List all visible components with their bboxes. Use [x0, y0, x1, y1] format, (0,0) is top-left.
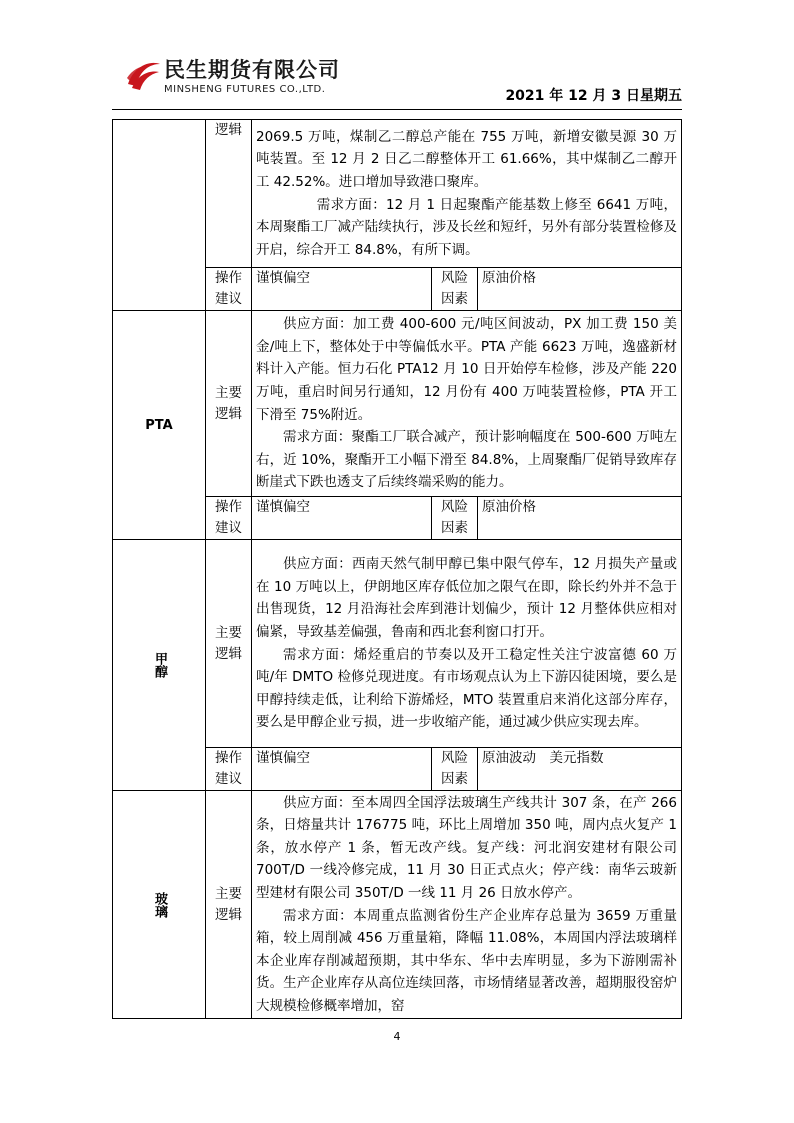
category-cell: PTA [113, 311, 206, 540]
category-cell [113, 120, 206, 311]
paragraph: 需求方面：烯烃重启的节奏以及开工稳定性关注宁波富德 60 万吨/年 DMTO 检修兑现进度。有市场观点认为上下游囚徒困境，要么是甲醇持续走低，让利给下游烯烃，MTO 装置重启来消化这部分库存，要么是甲醇企业亏损，进一步收缩产能，通过减少供应实现去库。 [256, 646, 677, 731]
logic-text [252, 791, 682, 1019]
table-row [113, 120, 682, 268]
risk-label: 风险因素 [432, 748, 478, 791]
swoosh-logo-icon [126, 58, 162, 92]
commodity-analysis-table [112, 119, 682, 1019]
company-name-en: MINSHENG FUTURES CO.,LTD. [164, 84, 326, 95]
page-number: 4 [393, 1030, 401, 1043]
report-date: 2021 年 12 月 3 日星期五 [505, 88, 682, 104]
paragraph: 2069.5 万吨，煤制乙二醇总产能在 755 万吨，新增安徽昊源 30 万吨装置。至 12 月 2 日乙二醇整体开工 61.66%，其中煤制乙二醇开工 42.52%。进口增加导致港口聚库。 [256, 128, 677, 190]
logic-text [252, 311, 682, 497]
table-row [113, 791, 682, 1019]
logic-text [252, 120, 682, 268]
company-logo [126, 54, 371, 104]
sub-label: 主要逻辑 [206, 791, 252, 1019]
sub-label: 主要逻辑 [206, 311, 252, 497]
company-name-cn: 民生期货有限公司 [164, 58, 340, 82]
paragraph: 供应方面：至本周四全国浮法玻璃生产线共计 307 条，在产 266 条，日熔量共计 176775 吨，环比上周增加 350 吨，周内点火复产 1 条，放水停产 1 条，暂无改产线。复产线：河北润安建材有限公司 700T/D 一线冷修完成，11 月 30 日正式点火；停产线：南华云玻新型建材有限公司 350T/D 一线 11 月 26 日放水停产。 [256, 794, 677, 901]
paragraph: 供应方面：西南天然气制甲醇已集中限气停车，12 月损失产量或在 10 万吨以上，伊朗地区库存低位加之限气在即，除长约外并不急于出售现货，12 月沿海社会库到港计划偏少，预计 12 月整体供应相对偏紧，导致基差偏强，鲁南和西北套利窗口打开。 [256, 556, 677, 640]
paragraph: 供应方面：加工费 400-600 元/吨区间波动，PX 加工费 150 美金/吨上下，整体处于中等偏低水平。PTA 产能 6623 万吨，逸盛新材料计入产能。恒力石化 PTA12 月 10 日开始停车检修，涉及产能 220 万吨，重启时间另行通知，12 月份有 400 万吨装置检修，PTA 开工下滑至 75%附近。 [256, 316, 677, 423]
risk-value: 原油波动 美元指数 [478, 748, 682, 791]
operation-value: 谨慎偏空 [252, 268, 432, 311]
table-row [113, 540, 682, 748]
operation-label: 操作建议 [206, 268, 252, 311]
operation-value: 谨慎偏空 [252, 497, 432, 540]
header-divider [112, 109, 682, 110]
paragraph: 需求方面：聚酯工厂联合减产，预计影响幅度在 500-600 万吨左右，近 10%，聚酯开工小幅下滑至 84.8%，上周聚酯厂促销导致库存断崖式下跌也透支了后续终端采购的能力。 [256, 429, 677, 491]
paragraph: 需求方面：12 月 1 日起聚酯产能基数上修至 6641 万吨，本周聚酯工厂减产陆续执行，涉及长丝和短纤，另外有部分装置检修及开启，综合开工 84.8%，有所下调。 [256, 196, 677, 258]
table-row [113, 311, 682, 497]
category-cell: 玻璃 [113, 791, 206, 1019]
operation-label: 操作建议 [206, 497, 252, 540]
risk-label: 风险因素 [432, 497, 478, 540]
operation-value: 谨慎偏空 [252, 748, 432, 791]
operation-label: 操作建议 [206, 748, 252, 791]
risk-value: 原油价格 [478, 268, 682, 311]
risk-label: 风险因素 [432, 268, 478, 311]
logic-text [252, 540, 682, 748]
category-cell: 甲醇 [113, 540, 206, 791]
sub-label: 主要逻辑 [206, 540, 252, 748]
risk-value: 原油价格 [478, 497, 682, 540]
paragraph: 需求方面：本周重点监测省份生产企业库存总量为 3659 万重量箱，较上周削减 456 万重量箱，降幅 11.08%，本周国内浮法玻璃样本企业库存削减超预期，其中华东、华中去库明显，多为下游刚需补货。生产企业库存从高位连续回落，市场情绪显著改善，超期服役窑炉大规模检修概率增加，窑 [256, 907, 677, 1014]
sub-label: 逻辑 [206, 120, 252, 268]
